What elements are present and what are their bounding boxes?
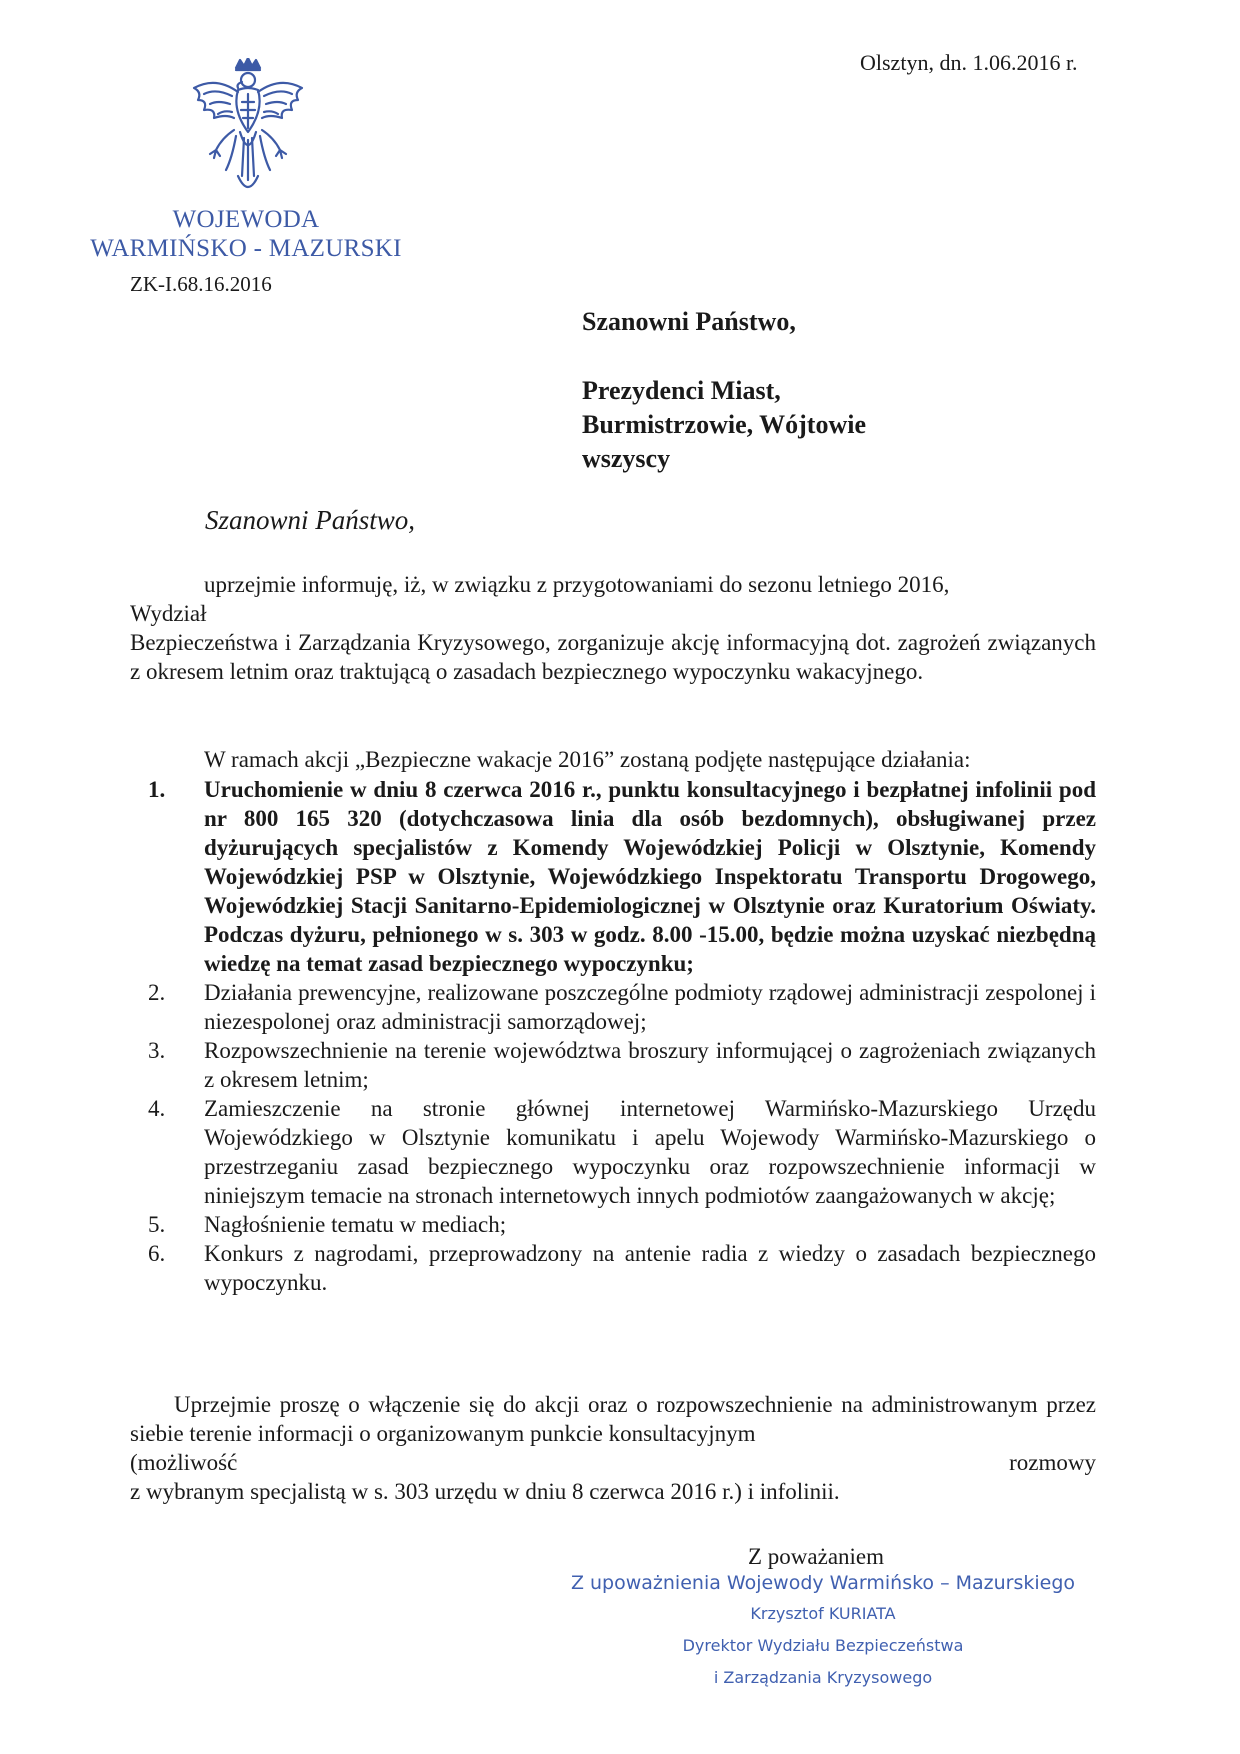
list-text: Uruchomienie w dniu 8 czerwca 2016 r., punktu konsultacyjnego i bezpłatnej infolinii pod nr 800 165 320 (dotychczasowa linia dla osób bezdomnych), obsługiwanej przez dyżurujących specjalistów z Komendy Wojewódzkiej Policji w Olsztynie, Komendy Wojewódzkiej PSP w Olsztynie, Wojewódzkiego Inspektoratu Transportu Drogowego, Wojewódzkiej Stacji Sanitarno-Epidemiologicznej w Olsztynie oraz Kuratorium Oświaty. Podczas dyżuru, pełnionego w s. 303 w godz. 8.00 -15.00, będzie można uzyskać niezbędną wiedzę na temat zasad bezpiecznego wypoczynku;	[204, 777, 1096, 976]
reference-number: ZK-I.68.16.2016	[130, 272, 272, 296]
intro-text: Bezpieczeństwa i Zarządzania Kryzysowego, zorganizuje akcję informacyjną dot. zagrożeń związanych z okresem letnim oraz traktującą o zasadach bezpiecznego wypoczynku wakacyjnego.	[130, 630, 1096, 684]
list-number: 2.	[148, 980, 166, 1005]
closing-fragment: rozmowy	[1009, 1450, 1096, 1475]
list-item	[130, 1239, 1096, 1297]
list-number: 6.	[148, 1241, 166, 1266]
addressee-line: wszyscy	[582, 444, 671, 473]
list-number: 3.	[148, 1038, 166, 1063]
letter-date: Olsztyn, dn. 1.06.2016 r.	[860, 50, 1078, 75]
actions-list	[130, 775, 1096, 1297]
closing-fragment: (możliwość	[130, 1450, 238, 1475]
actions-lead: W ramach akcji „Bezpieczne wakacje 2016” zostaną podjęte następujące działania:	[204, 747, 971, 772]
signature-authorization: Z upoważnienia Wojewody Warmińsko – Mazurskiego	[570, 1572, 1076, 1594]
list-item	[130, 1210, 1096, 1239]
closing-line: z wybranym specjalistą w s. 303 urzędu w dniu 8 czerwca 2016 r.) i infolinii.	[130, 1479, 840, 1504]
issuing-office	[76, 205, 416, 263]
intro-paragraph	[130, 570, 1096, 686]
list-number: 1.	[148, 777, 166, 802]
greeting: Szanowni Państwo,	[205, 505, 416, 535]
intro-line: uprzejmie informuję, iż, w związku z przygotowaniami do sezonu letniego 2016,	[204, 572, 950, 597]
list-item	[130, 775, 1096, 978]
list-text: Konkurs z nagrodami, przeprowadzony na antenie radia z wiedzy o zasadach bezpiecznego wypoczynku.	[204, 1241, 1096, 1295]
list-text: Nagłośnienie tematu w mediach;	[204, 1212, 507, 1237]
office-title: WOJEWODA	[172, 206, 320, 233]
closing-regards: Z poważaniem	[748, 1544, 885, 1569]
closing-text: Uprzejmie proszę o włączenie się do akcji oraz o rozpowszechnienie na administrowanym przez siebie terenie informacji o organizowanym punkcie konsultacyjnym	[130, 1392, 1096, 1446]
closing-paragraph	[130, 1390, 1096, 1506]
addressee-block	[582, 374, 866, 476]
list-text: Działania prewencyjne, realizowane poszczególne podmioty rządowej administracji zespolonej i niezespolonej oraz administracji samorządowej;	[204, 980, 1096, 1034]
list-number: 4.	[148, 1096, 166, 1121]
list-number: 5.	[148, 1212, 166, 1237]
white-eagle-emblem-icon	[186, 58, 310, 202]
list-item	[130, 1094, 1096, 1210]
signatory-title: i Zarządzania Kryzysowego	[713, 1668, 933, 1687]
addressee-salutation: Szanowni Państwo,	[582, 307, 796, 336]
addressee-line: Burmistrzowie, Wójtowie	[582, 410, 867, 439]
signatory-name: Krzysztof KURIATA	[750, 1604, 896, 1623]
list-text: Rozpowszechnienie na terenie województwa broszury informującej o zagrożeniach związanych z okresem letnim;	[204, 1038, 1096, 1092]
list-item	[130, 1036, 1096, 1094]
list-text: Zamieszczenie na stronie głównej internetowej Warmińsko-Mazurskiego Urzędu Wojewódzkiego w Olsztynie komunikatu i apelu Wojewody Warmińsko-Mazurskiego o przestrzeganiu zasad bezpiecznego wypoczynku oraz rozpowszechnienie informacji w niniejszym temacie na stronach internetowych innych podmiotów zaangażowanych w akcję;	[204, 1096, 1096, 1208]
closing-line	[130, 1448, 1096, 1477]
addressee-line: Prezydenci Miast,	[582, 376, 781, 405]
signatory-title: Dyrektor Wydziału Bezpieczeństwa	[682, 1636, 964, 1655]
list-item	[130, 978, 1096, 1036]
intro-line: Wydział	[130, 601, 207, 626]
office-region: WARMIŃSKO - MAZURSKI	[90, 235, 402, 262]
